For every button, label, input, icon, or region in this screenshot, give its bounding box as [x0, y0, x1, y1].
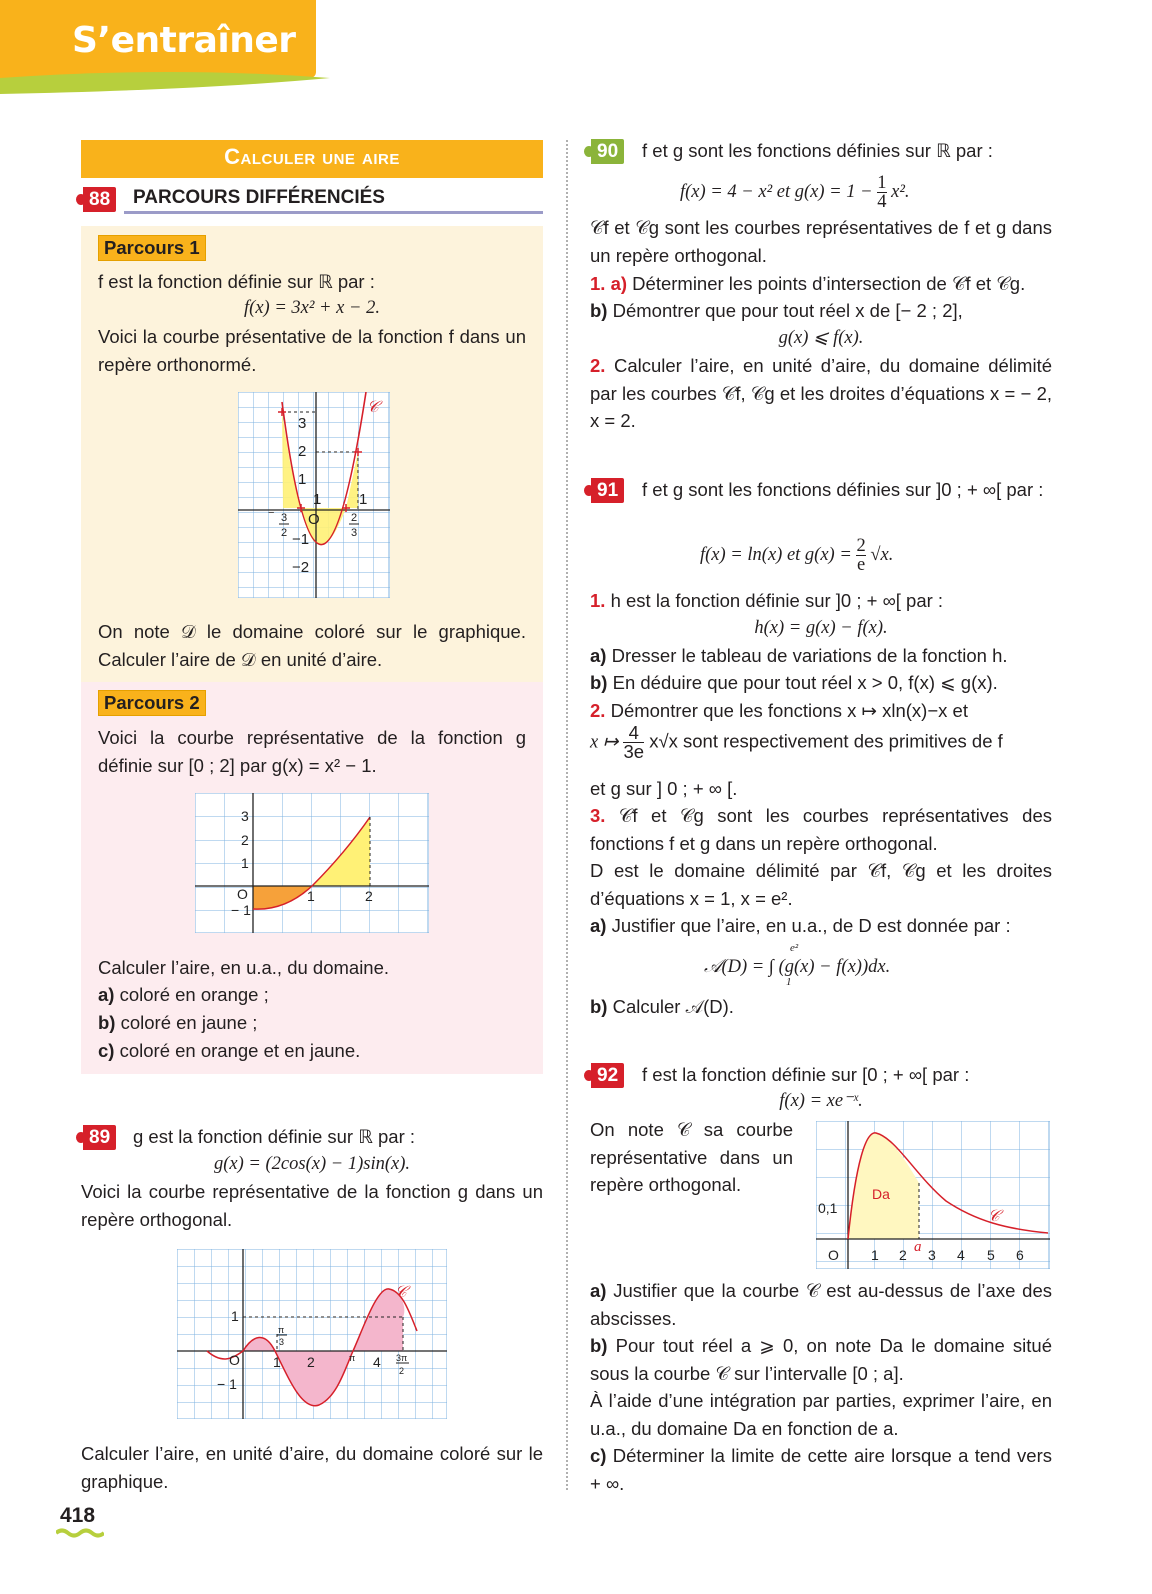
exercise-number-90: 90	[591, 139, 624, 164]
curve-label: 𝒞	[367, 399, 379, 416]
svg-text:1: 1	[307, 888, 315, 904]
ex91-q3a: a) Justifier que l’aire, en u.a., de D est donnée par :	[590, 915, 1011, 936]
ex91-q3-b: D est le domaine délimité par 𝒞f, 𝒞g et les droites d’équations x = 1, x = e².	[590, 860, 1052, 909]
ex92-qb: b) Pour tout réel a ⩾ 0, on note Da le domaine situé sous la courbe 𝒞 sur l’intervalle [0 ; a].	[590, 1335, 1052, 1384]
svg-text:π: π	[349, 1353, 356, 1363]
svg-text:2: 2	[351, 512, 358, 524]
svg-text:3: 3	[279, 1337, 285, 1347]
header-swoosh	[0, 64, 340, 104]
page-header-title: S’entraîner	[72, 20, 296, 61]
ex92-qa: a) Justifier que la courbe 𝒞 est au-dessus de l’axe des abscisses.	[590, 1280, 1052, 1329]
ex92-qb2: À l’aide d’une intégration par parties, exprimer l’aire, en u.a., du domaine Da en fonction de a.	[590, 1390, 1052, 1439]
p2-qc: c) coloré en orange et en jaune.	[98, 1040, 361, 1061]
svg-text:6: 6	[1016, 1247, 1024, 1263]
ex92-text: On note 𝒞 sa courbe représentative dans un repère orthogonal.	[590, 1119, 793, 1195]
parcours-differencies-title: PARCOURS DIFFÉRENCIÉS	[133, 187, 385, 208]
p2-question: Calculer l’aire, en u.a., du domaine.	[98, 957, 390, 978]
svg-text:1: 1	[313, 491, 322, 508]
svg-text:−2: −2	[292, 559, 310, 576]
ex91-int-top: e²	[790, 942, 799, 954]
svg-text:2: 2	[298, 443, 307, 460]
p1-text: Voici la courbe présentative de la fonction f dans un repère orthonormé.	[98, 326, 526, 375]
svg-text:2: 2	[281, 527, 288, 539]
ex92-formula: f(x) = xe⁻ˣ.	[779, 1091, 863, 1111]
ex89-formula: g(x) = (2cos(x) − 1)sin(x).	[213, 1154, 410, 1174]
ex91-q2-b: x ↦ $\frac{4}{3e}$ x√x sont respectivement des primitives de f	[590, 722, 1003, 762]
ex91-int-bottom: 1	[786, 976, 792, 988]
ex89-text: Voici la courbe représentative de la fonction g dans un repère orthogonal.	[81, 1181, 543, 1230]
ex90-text: 𝒞f et 𝒞g sont les courbes représentatives de f et g dans un repère orthogonal.	[590, 217, 1052, 266]
svg-text:5: 5	[987, 1247, 995, 1263]
svg-text:a: a	[914, 1239, 922, 1255]
ex90-intro: f et g sont les fonctions définies sur ℝ par :	[642, 140, 993, 161]
svg-text:− 1: − 1	[217, 1376, 237, 1392]
p2-qb: b) coloré en jaune ;	[98, 1012, 258, 1033]
svg-text:π: π	[278, 1325, 285, 1335]
graph-ex89	[177, 1249, 447, 1419]
p1-question: On note 𝒟 le domaine coloré sur le graphique. Calculer l’aire de 𝒟 en unité d’aire.	[98, 621, 526, 670]
p1-formula: f(x) = 3x² + x − 2.	[244, 298, 380, 318]
svg-text:1: 1	[231, 1308, 239, 1324]
svg-text:0,1: 0,1	[818, 1200, 838, 1216]
svg-text:𝒞: 𝒞	[395, 1284, 407, 1301]
ex91-q2-c: et g sur ] 0 ; + ∞ [.	[590, 778, 738, 799]
svg-text:2: 2	[365, 888, 373, 904]
svg-text:3: 3	[298, 415, 307, 432]
svg-text:O: O	[237, 886, 248, 902]
ex91-q1: 1. h est la fonction définie sur ]0 ; + ∞[ par :	[590, 590, 944, 611]
svg-text:O: O	[308, 511, 320, 528]
svg-text:3π: 3π	[396, 1353, 408, 1363]
svg-text:2: 2	[241, 832, 249, 848]
svg-text:2: 2	[307, 1354, 315, 1370]
svg-text:1: 1	[241, 855, 249, 871]
p1-intro: f est la fonction définie sur ℝ par :	[98, 271, 375, 292]
svg-text:O: O	[229, 1352, 240, 1368]
exercise-number-92: 92	[591, 1063, 624, 1088]
svg-text:1: 1	[871, 1247, 879, 1263]
svg-text:Da: Da	[872, 1186, 890, 1202]
ex91-q1a: a) Dresser le tableau de variations de la fonction h.	[590, 645, 1008, 666]
page-number-underline	[56, 1528, 104, 1538]
title-underline	[124, 211, 543, 214]
graph-ex92	[816, 1121, 1050, 1269]
svg-text:1: 1	[359, 491, 368, 508]
exercise-number-89: 89	[83, 1125, 116, 1150]
ex92-intro: f est la fonction définie sur [0 ; + ∞[ par :	[642, 1064, 970, 1085]
svg-text:3: 3	[281, 512, 288, 524]
ex89-question: Calculer l’aire, en unité d’aire, du domaine coloré sur le graphique.	[81, 1443, 543, 1492]
p2-qa: a) coloré en orange ;	[98, 984, 269, 1005]
ex90-q1b: b) Démontrer que pour tout réel x de [− 2 ; 2],	[590, 300, 963, 321]
svg-text:4: 4	[373, 1354, 381, 1370]
ex91-q1b: b) En déduire que pour tout réel x > 0, f(x) ⩽ g(x).	[590, 672, 998, 693]
ex91-formula: f(x) = ln(x) et g(x) = $\frac{2}{e}$ √x.	[700, 536, 894, 575]
ex90-q1a: 1. a) Déterminer les points d’intersection de 𝒞f et 𝒞g.	[590, 273, 1026, 294]
graph-parcours-2	[195, 793, 429, 933]
p2-text: Voici la courbe représentative de la fonction g définie sur [0 ; 2] par g(x) = x² − 1.	[98, 727, 526, 776]
ex90-q2: 2. Calculer l’aire, en unité d’aire, du domaine délimité par les courbes 𝒞f, 𝒞g et les droites d’équations x = − 2, x = 2.	[590, 355, 1052, 431]
svg-text:3: 3	[241, 808, 249, 824]
page-number: 418	[60, 1504, 96, 1527]
parcours-1-label: Parcours 1	[98, 235, 206, 261]
svg-text:−: −	[268, 507, 275, 519]
exercise-number-88: 88	[83, 187, 116, 212]
ex91-intro: f et g sont les fonctions définies sur ]0 ; + ∞[ par :	[642, 479, 1044, 500]
svg-text:𝒞: 𝒞	[988, 1208, 1000, 1225]
ex91-q3: 3. 𝒞f et 𝒞g sont les courbes représentatives des fonctions f et g dans un repère orthogonal.	[590, 805, 1052, 854]
ex90-q1b-formula: g(x) ⩽ f(x).	[778, 328, 864, 348]
column-divider	[566, 140, 568, 1490]
svg-text:2: 2	[399, 1366, 405, 1376]
graph-parcours-1	[238, 392, 390, 598]
svg-text:1: 1	[298, 471, 307, 488]
ex89-intro: g est la fonction définie sur ℝ par :	[133, 1126, 416, 1147]
svg-text:O: O	[828, 1247, 839, 1263]
ex92-qc: c) Déterminer la limite de cette aire lorsque a tend vers + ∞.	[590, 1445, 1052, 1494]
exercise-number-91: 91	[591, 478, 624, 503]
ex91-integral: 𝒜(D) = ∫ (g(x) − f(x))dx.	[704, 957, 891, 977]
svg-text:− 1: − 1	[231, 902, 251, 918]
svg-text:−1: −1	[292, 531, 310, 548]
section-title: Calculer une aire	[224, 144, 400, 169]
ex91-q1-formula: h(x) = g(x) − f(x).	[754, 618, 888, 638]
ex90-formula: f(x) = 4 − x² et g(x) = 1 − $\frac{1}{4}$ x².	[680, 173, 910, 212]
svg-text:3: 3	[351, 527, 358, 539]
svg-text:1: 1	[273, 1354, 281, 1370]
parcours-2-label: Parcours 2	[98, 690, 206, 716]
svg-text:4: 4	[957, 1247, 965, 1263]
ex91-q3b: b) Calculer 𝒜(D).	[590, 996, 734, 1017]
svg-text:2: 2	[899, 1247, 907, 1263]
svg-text:3: 3	[928, 1247, 936, 1263]
ex91-q2: 2. Démontrer que les fonctions x ↦ xln(x)−x et	[590, 700, 968, 721]
